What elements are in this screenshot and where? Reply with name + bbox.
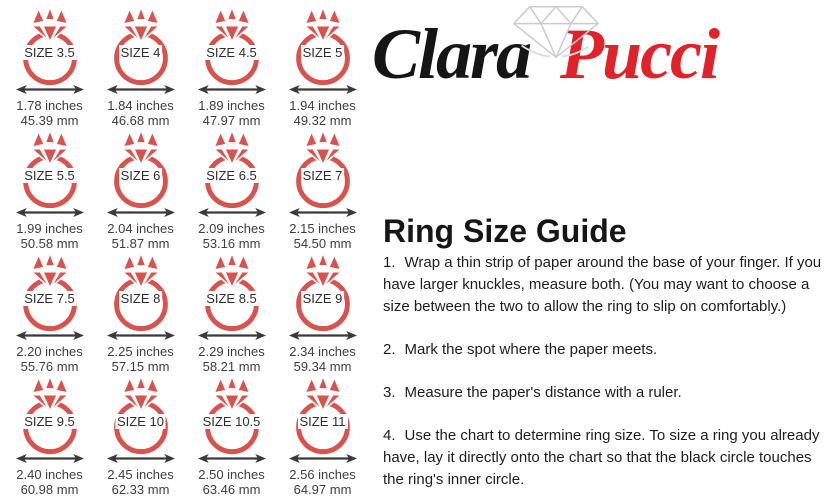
ring-size-cell	[95, 129, 186, 252]
measurement-mm: 62.33 mm	[111, 482, 170, 497]
ring-size-cell	[4, 375, 95, 498]
ring-illustration	[15, 375, 85, 455]
ring-size-grid	[4, 6, 368, 498]
ring-illustration	[288, 375, 358, 455]
ring-size-label: SIZE 10.5	[202, 414, 261, 429]
measurement-inches: 2.09 inches	[198, 221, 265, 236]
measurement-inches: 2.34 inches	[289, 344, 356, 359]
guide-step-1	[383, 252, 835, 318]
measurement-mm: 57.15 mm	[111, 359, 170, 374]
measurement-mm: 58.21 mm	[202, 359, 261, 374]
ring-size-label: SIZE 6	[120, 168, 161, 183]
ring-size-cell	[4, 6, 95, 129]
ring-illustration	[288, 129, 358, 209]
ring-measurements	[198, 98, 265, 128]
ring-illustration	[197, 6, 267, 86]
ring-illustration	[15, 252, 85, 332]
measurement-mm: 59.34 mm	[293, 359, 352, 374]
measurement-inches: 1.89 inches	[198, 98, 265, 113]
ring-measurements	[289, 344, 356, 374]
step-number: 3.	[383, 384, 396, 401]
ring-illustration	[106, 252, 176, 332]
guide-title: Ring Size Guide	[383, 213, 627, 250]
ring-measurements	[289, 98, 356, 128]
ring-illustration	[288, 6, 358, 86]
measurement-inches: 1.99 inches	[16, 221, 83, 236]
step-text: Use the chart to determine ring size. To size a ring you already have, lay it directly onto the chart so that the black circle touches the ring's inner circle.	[383, 427, 820, 488]
ring-size-label: SIZE 8	[120, 291, 161, 306]
measurement-inches: 1.94 inches	[289, 98, 356, 113]
step-text: Mark the spot where the paper meets.	[404, 341, 658, 358]
step-number: 4.	[383, 427, 396, 444]
ring-size-label: SIZE 7.5	[24, 291, 75, 306]
measurement-inches: 2.25 inches	[107, 344, 174, 359]
brand-name-pucci: Pucci	[560, 14, 718, 94]
measurement-mm: 49.32 mm	[293, 113, 352, 128]
ring-measurements	[107, 98, 174, 128]
measurement-inches: 2.15 inches	[289, 221, 356, 236]
measurement-mm: 47.97 mm	[202, 113, 261, 128]
ring-size-cell	[186, 252, 277, 375]
ring-measurements	[107, 221, 174, 251]
step-text: Wrap a thin strip of paper around the base of your finger. If you have larger knuckles, measure both. (You may want to choose a size between the two to allow the ring to slip on comfortably.)	[383, 254, 822, 315]
ring-measurements	[198, 221, 265, 251]
ring-measurements	[16, 467, 83, 497]
measurement-mm: 51.87 mm	[111, 236, 170, 251]
ring-size-label: SIZE 7	[302, 168, 343, 183]
ring-measurements	[16, 98, 83, 128]
measurement-inches: 2.40 inches	[16, 467, 83, 482]
measurement-mm: 64.97 mm	[293, 482, 352, 497]
guide-steps	[383, 252, 835, 501]
ring-size-cell	[186, 129, 277, 252]
ring-size-label: SIZE 4.5	[206, 45, 257, 60]
ring-illustration	[106, 129, 176, 209]
ring-size-cell	[277, 252, 368, 375]
ring-size-cell	[186, 375, 277, 498]
step-text: Measure the paper's distance with a ruler.	[404, 384, 682, 401]
measurement-mm: 54.50 mm	[293, 236, 352, 251]
ring-measurements	[289, 221, 356, 251]
ring-size-label: SIZE 3.5	[24, 45, 75, 60]
ring-size-cell	[4, 129, 95, 252]
measurement-mm: 45.39 mm	[20, 113, 79, 128]
ring-measurements	[107, 467, 174, 497]
ring-size-cell	[95, 6, 186, 129]
ring-measurements	[16, 221, 83, 251]
measurement-mm: 60.98 mm	[20, 482, 79, 497]
ring-illustration	[15, 6, 85, 86]
ring-illustration	[15, 129, 85, 209]
ring-measurements	[107, 344, 174, 374]
ring-size-cell	[277, 129, 368, 252]
ring-illustration	[288, 252, 358, 332]
guide-step-3	[383, 382, 835, 404]
ring-illustration	[197, 129, 267, 209]
ring-size-cell	[186, 6, 277, 129]
ring-size-label: SIZE 6.5	[206, 168, 257, 183]
ring-size-label: SIZE 5	[302, 45, 343, 60]
brand-logo	[372, 0, 792, 102]
measurement-inches: 2.29 inches	[198, 344, 265, 359]
measurement-inches: 1.78 inches	[16, 98, 83, 113]
brand-name-clara: Clara	[372, 14, 531, 94]
ring-illustration	[106, 6, 176, 86]
measurement-inches: 2.56 inches	[289, 467, 356, 482]
ring-measurements	[198, 467, 265, 497]
ring-measurements	[16, 344, 83, 374]
ring-size-label: SIZE 11	[299, 414, 346, 429]
ring-size-label: SIZE 9	[302, 291, 343, 306]
step-number: 2.	[383, 341, 396, 358]
measurement-mm: 63.46 mm	[202, 482, 261, 497]
ring-size-cell	[4, 252, 95, 375]
diamond-outline-icon	[508, 2, 604, 62]
ring-illustration	[197, 375, 267, 455]
ring-measurements	[289, 467, 356, 497]
ring-size-cell	[95, 252, 186, 375]
measurement-mm: 53.16 mm	[202, 236, 261, 251]
measurement-mm: 50.58 mm	[20, 236, 79, 251]
measurement-inches: 2.04 inches	[107, 221, 174, 236]
measurement-inches: 1.84 inches	[107, 98, 174, 113]
ring-size-label: SIZE 8.5	[206, 291, 257, 306]
ring-measurements	[198, 344, 265, 374]
measurement-inches: 2.50 inches	[198, 467, 265, 482]
measurement-mm: 55.76 mm	[20, 359, 79, 374]
ring-size-cell	[277, 6, 368, 129]
measurement-mm: 46.68 mm	[111, 113, 170, 128]
ring-size-label: SIZE 4	[120, 45, 161, 60]
ring-size-cell	[95, 375, 186, 498]
ring-size-label: SIZE 5.5	[24, 168, 75, 183]
ring-size-label: SIZE 10	[117, 414, 164, 429]
measurement-inches: 2.45 inches	[107, 467, 174, 482]
measurement-inches: 2.20 inches	[16, 344, 83, 359]
guide-step-2	[383, 339, 835, 361]
step-number: 1.	[383, 254, 396, 271]
ring-size-cell	[277, 375, 368, 498]
ring-illustration	[197, 252, 267, 332]
ring-illustration	[106, 375, 176, 455]
ring-size-label: SIZE 9.5	[24, 414, 75, 429]
guide-step-4	[383, 425, 835, 491]
